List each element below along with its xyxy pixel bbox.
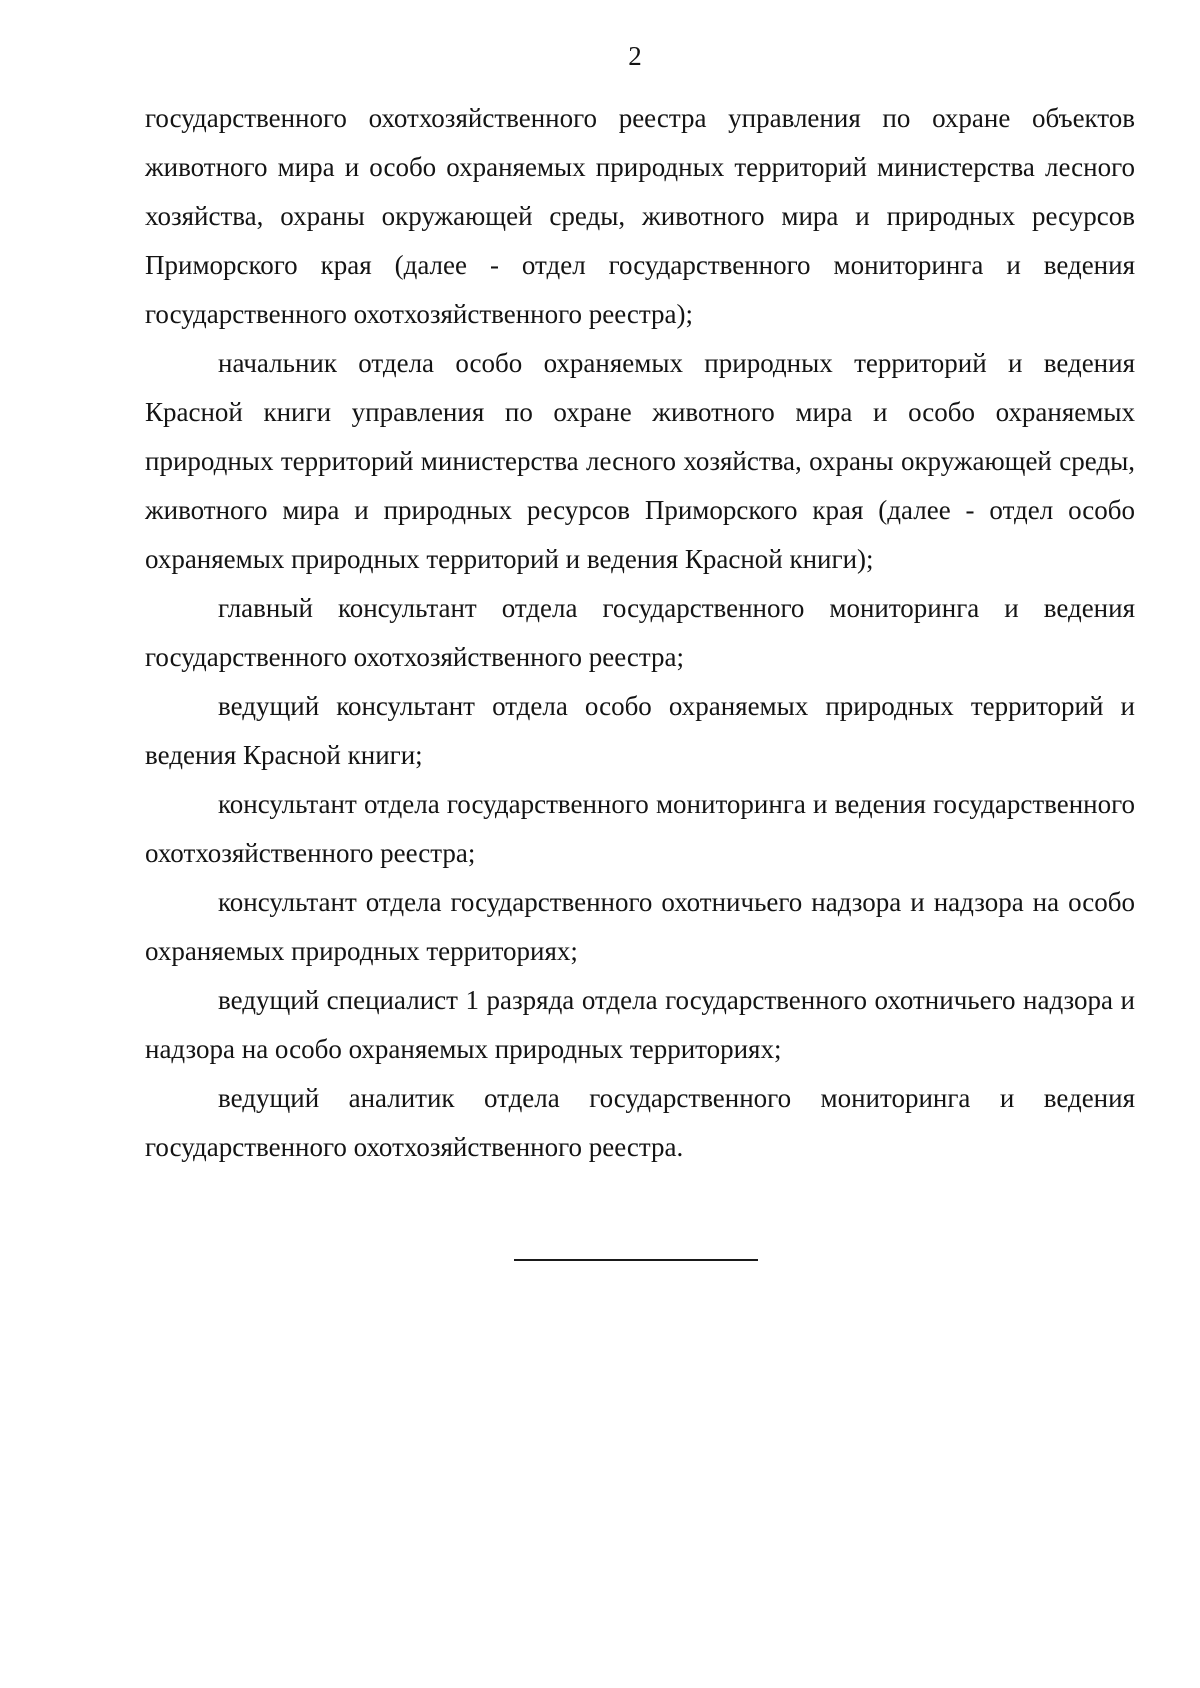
paragraph-continuation: государственного охотхозяйственного реестра управления по охране объектов животного мира и особо охраняемых природных территорий министерства лесного хозяйства, охраны окружающей среды, животного мира и природных ресурсов Приморского края (далее - отдел государственного мониторинга и ведения государственного охотхозяйственного реестра); (145, 103, 1135, 329)
paragraph-chief-consultant: главный консультант отдела государственного мониторинга и ведения государственного охотхозяйственного реестра; (145, 593, 1135, 672)
page-number: 2 (628, 41, 642, 71)
paragraph-head-of-department: начальник отдела особо охраняемых природных территорий и ведения Красной книги управления по охране животного мира и особо охраняемых природных территорий министерства лесного хозяйства, охраны окружающей среды, животного мира и природных ресурсов Приморского края (далее - отдел особо охраняемых природных территорий и ведения Красной книги); (145, 348, 1135, 574)
document-body (145, 94, 1135, 1172)
paragraph-consultant-supervision: консультант отдела государственного охотничьего надзора и надзора на особо охраняемых природных территориях; (145, 887, 1135, 966)
paragraph-lead-analyst: ведущий аналитик отдела государственного мониторинга и ведения государственного охотхозяйственного реестра. (145, 1083, 1135, 1162)
paragraph-lead-specialist: ведущий специалист 1 разряда отдела государственного охотничьего надзора и надзора на особо охраняемых природных территориях; (145, 985, 1135, 1064)
paragraph-lead-consultant: ведущий консультант отдела особо охраняемых природных территорий и ведения Красной книги; (145, 691, 1135, 770)
paragraph-consultant-monitoring: консультант отдела государственного мониторинга и ведения государственного охотхозяйственного реестра; (145, 789, 1135, 868)
end-of-text-rule (514, 1259, 758, 1261)
